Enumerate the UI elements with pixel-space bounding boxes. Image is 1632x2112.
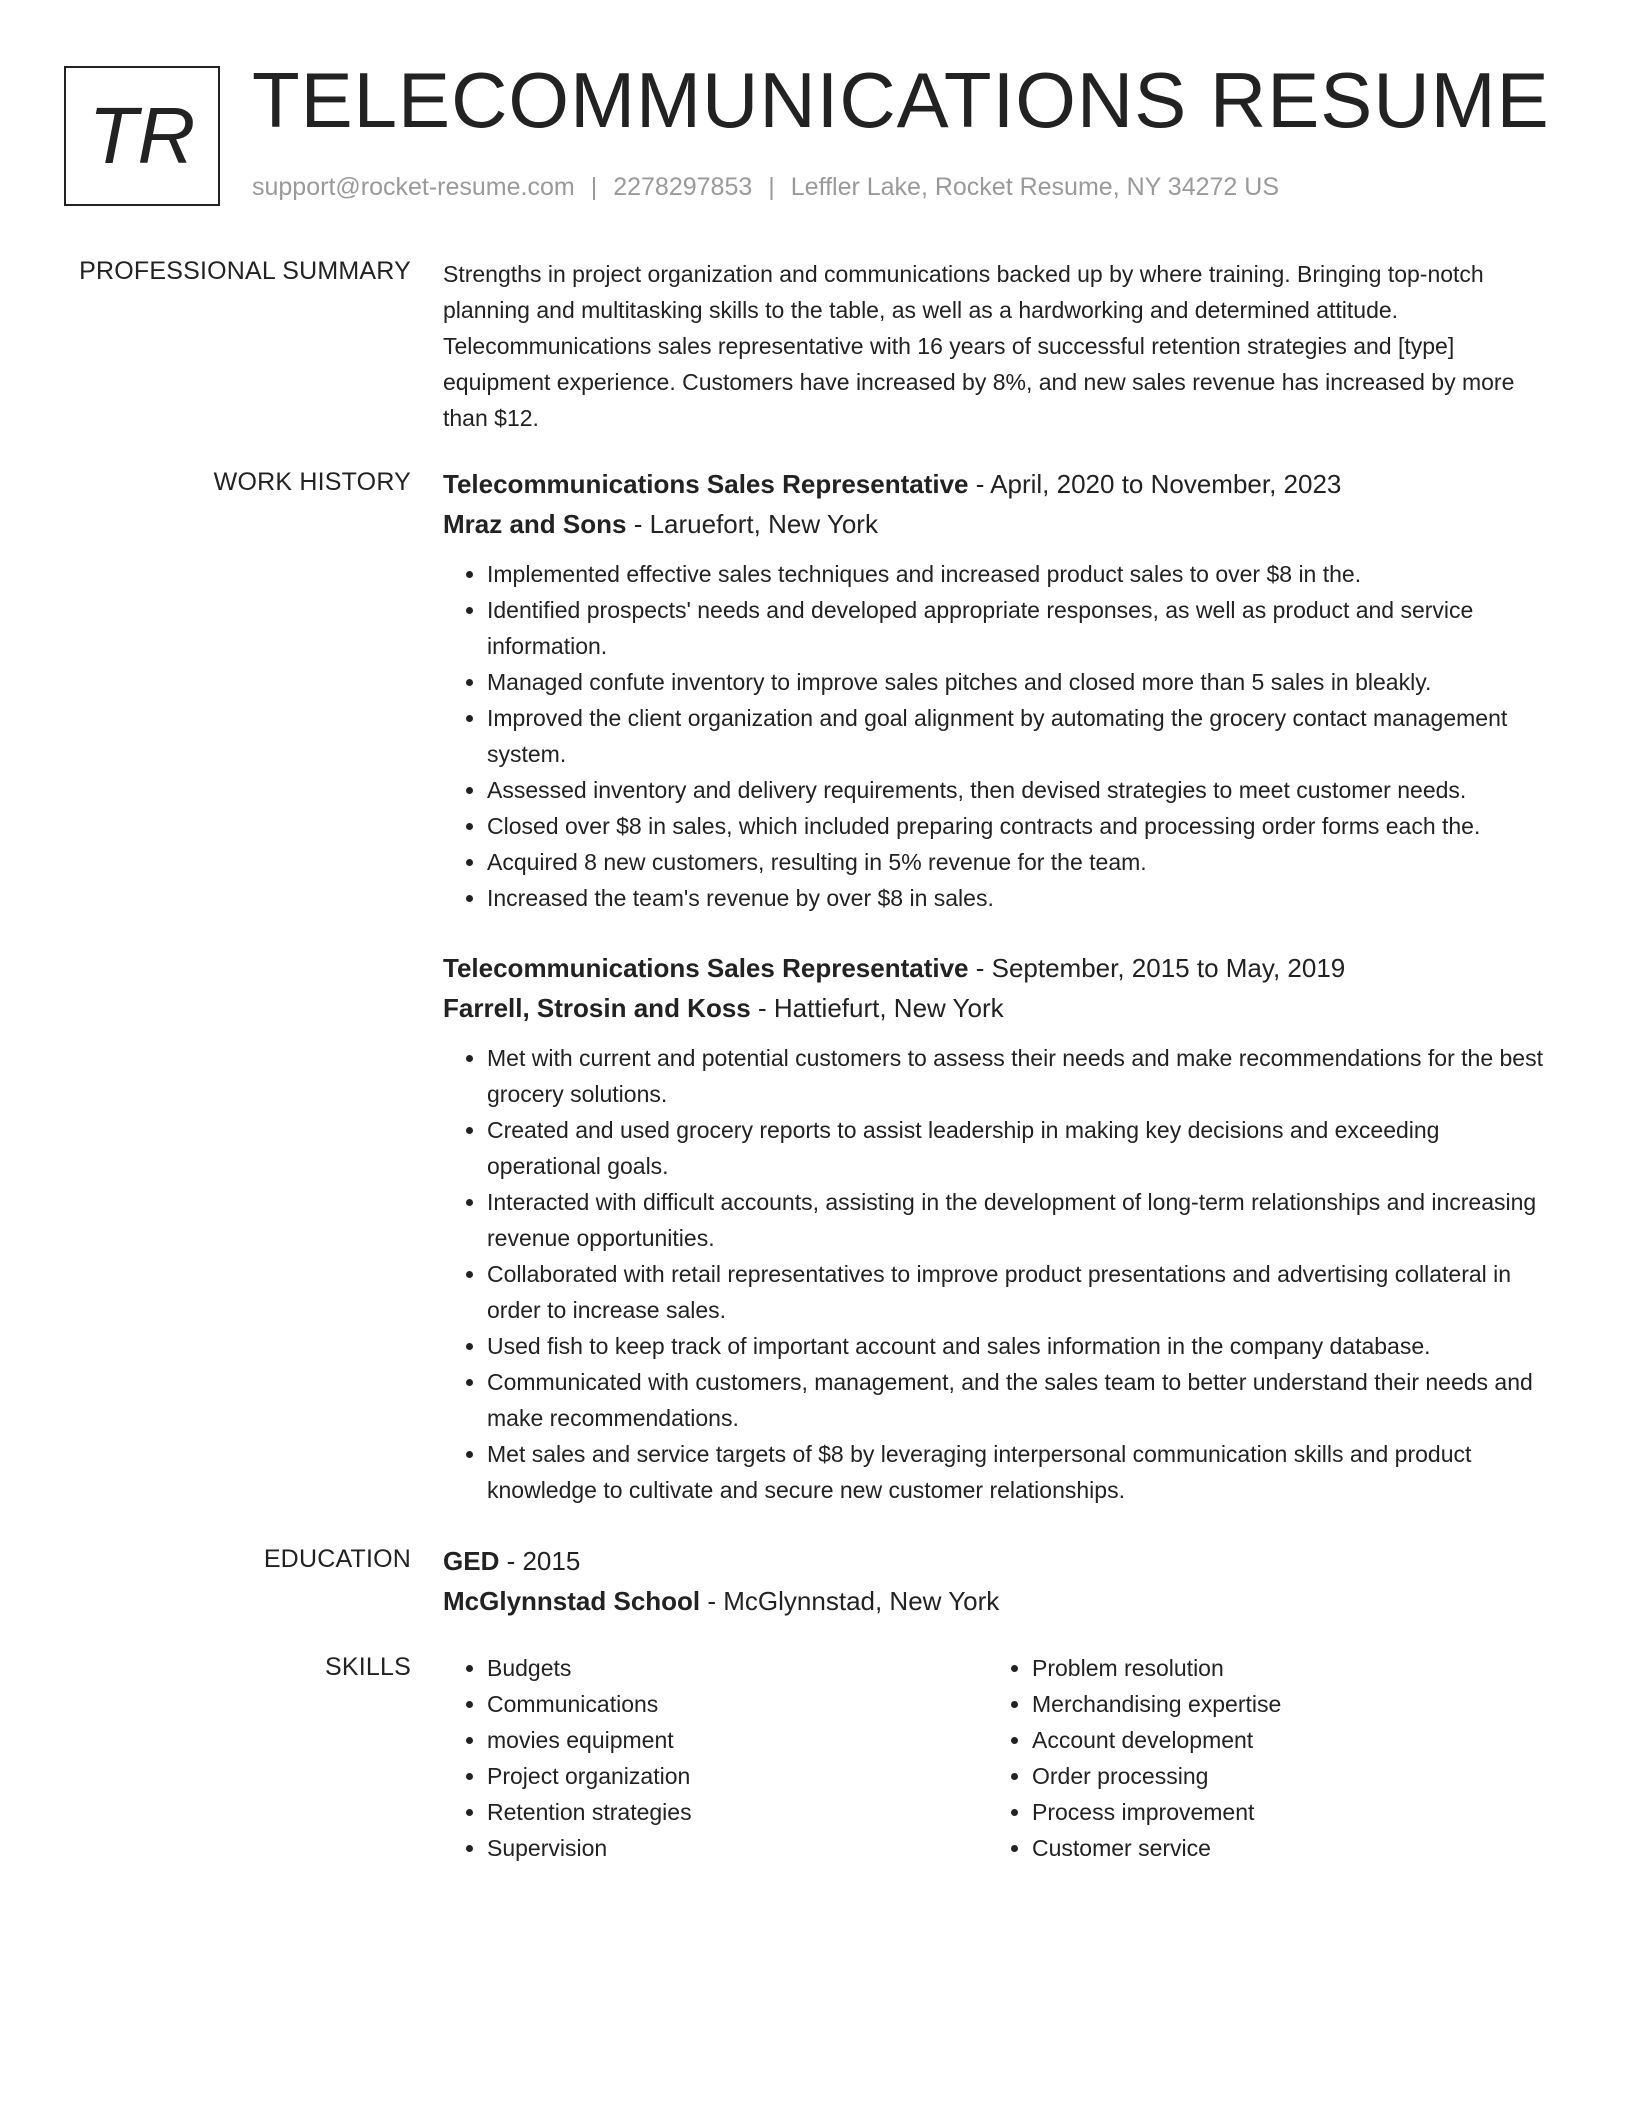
job-bullet: • Assessed inventory and delivery requirements, then devised strategies to meet customer needs. [487,772,1555,808]
resume-title: TELECOMMUNICATIONS RESUME [252,56,1550,144]
job-bullet: • Created and used grocery reports to assist leadership in making key decisions and exceeding operational goals. [487,1112,1555,1184]
section-label-skills: SKILLS [325,1653,411,1681]
job-bullet: • Closed over $8 in sales, which included preparing contracts and processing order forms each the. [487,808,1555,844]
contact-phone[interactable]: 2278297853 [613,173,753,201]
education-school-line [443,1581,1555,1621]
skill-item: • Communications [487,1686,963,1722]
job-company: Mraz and Sons [443,509,627,539]
skill-item: • Account development [1032,1722,1508,1758]
job-bullet: • Collaborated with retail representatives to improve product presentations and advertising collateral in order to increase sales. [487,1256,1555,1328]
education-school: McGlynnstad School [443,1586,701,1616]
contact-address: Leffler Lake, Rocket Resume, NY 34272 US [790,173,1279,201]
skill-item: • Order processing [1032,1758,1508,1794]
contact-separator: | [768,173,775,201]
job-bullet: • Implemented effective sales techniques and increased product sales to over $8 in the. [487,556,1555,592]
job-title: Telecommunications Sales Representative [443,469,969,499]
job-title: Telecommunications Sales Representative [443,953,969,983]
job-company: Farrell, Strosin and Koss [443,993,751,1023]
job-bullet: • Identified prospects' needs and developed appropriate responses, as well as product and service information. [487,592,1555,664]
job-company-line [443,988,1555,1028]
skill-item: • Project organization [487,1758,963,1794]
education-entry [443,1541,1555,1621]
job-bullet: • Improved the client organization and goal alignment by automating the grocery contact management system. [487,700,1555,772]
job-entry [443,948,1555,1508]
job-title-line [443,948,1555,988]
job-bullet: • Acquired 8 new customers, resulting in 5% revenue for the team. [487,844,1555,880]
skills-column-right [988,1650,1508,1866]
education-degree-line [443,1541,1555,1581]
education-location: - McGlynnstad, New York [700,1586,1000,1616]
skill-item: • Supervision [487,1830,963,1866]
skills-column-left [443,1650,963,1866]
job-bullet-list [443,1040,1555,1508]
skill-item: • Customer service [1032,1830,1508,1866]
contact-line [252,173,1279,202]
summary-text: Strengths in project organization and communications backed up by where training. Bringing top-notch planning and multitasking skills to the table, as well as a hardworking and determined attitude. Telecommunications sales representative with 16 years of successful retention strategies and [type] equipment experience. Customers have increased by 8%, and new sales revenue has increased by more than $12. [443,261,1515,431]
skill-item: • Process improvement [1032,1794,1508,1830]
skill-item: • Retention strategies [487,1794,963,1830]
job-bullet: • Used fish to keep track of important account and sales information in the company database. [487,1328,1555,1364]
job-dates: - September, 2015 to May, 2019 [968,953,1346,983]
job-bullet: • Met sales and service targets of $8 by leveraging interpersonal communication skills and product knowledge to cultivate and secure new customer relationships. [487,1436,1555,1508]
section-label-work-history: WORK HISTORY [213,468,411,496]
section-label-education: EDUCATION [263,1545,411,1573]
job-title-line [443,464,1555,504]
contact-email[interactable]: support@rocket-resume.com [252,173,575,201]
skill-item: • Problem resolution [1032,1650,1508,1686]
job-entry [443,464,1555,916]
section-label-summary: PROFESSIONAL SUMMARY [79,257,411,285]
job-bullet: • Met with current and potential customers to assess their needs and make recommendations for the best grocery solutions. [487,1040,1555,1112]
job-bullet: • Interacted with difficult accounts, assisting in the development of long-term relationships and increasing revenue opportunities. [487,1184,1555,1256]
job-location: - Laruefort, New York [626,509,878,539]
job-dates: - April, 2020 to November, 2023 [968,469,1342,499]
job-bullet: • Increased the team's revenue by over $8 in sales. [487,880,1555,916]
skill-item: • Budgets [487,1650,963,1686]
job-company-line [443,504,1555,544]
job-bullet-list [443,556,1555,916]
monogram-logo: TR [64,66,220,206]
skill-item: • Merchandising expertise [1032,1686,1508,1722]
skill-item: • movies equipment [487,1722,963,1758]
contact-separator: | [590,173,598,201]
education-degree: GED [443,1546,500,1576]
job-bullet: • Communicated with customers, management, and the sales team to better understand their needs and make recommendations. [487,1364,1555,1436]
job-location: - Hattiefurt, New York [750,993,1004,1023]
job-bullet: • Managed confute inventory to improve sales pitches and closed more than 5 sales in bleakly. [487,664,1555,700]
education-year: - 2015 [499,1546,581,1576]
skills-list [443,1650,1555,1890]
